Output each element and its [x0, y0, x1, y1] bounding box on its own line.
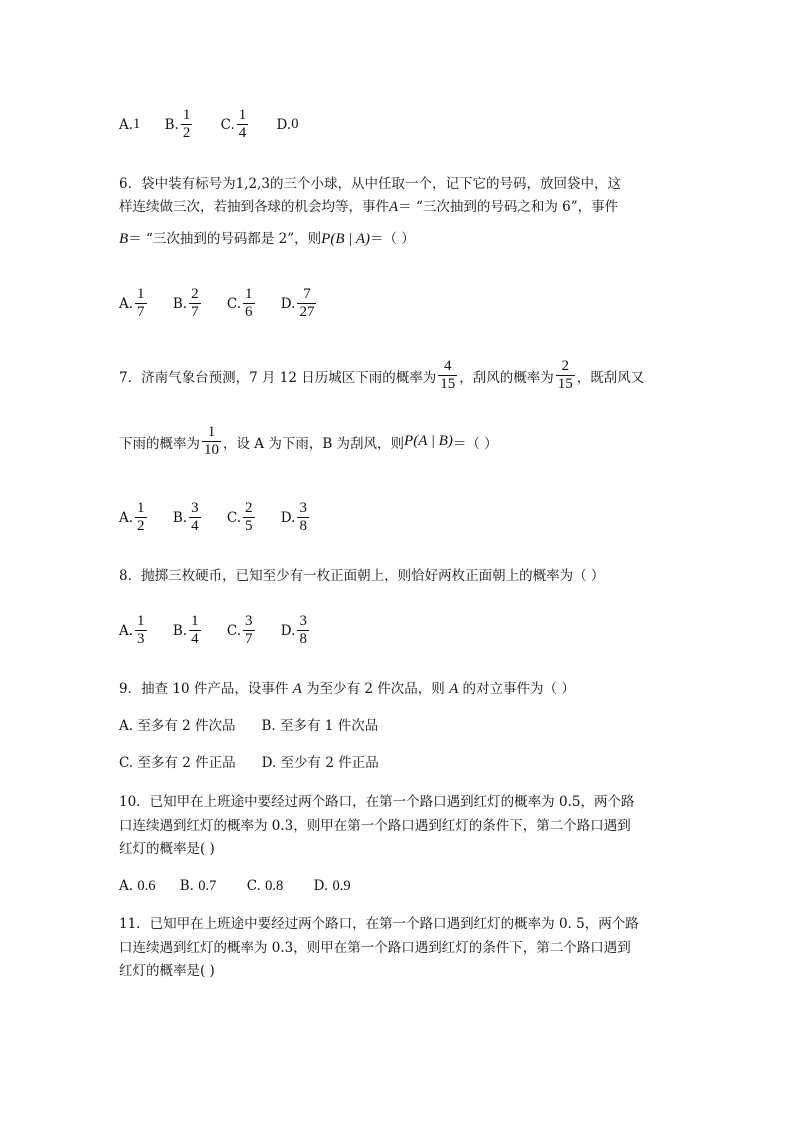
q6-line-1: 6．袋中装有标号为1,2,3的三个小球，从中任取一个，记下它的号码，放回袋中，这: [119, 176, 621, 192]
q9-option-c: C. 至多有 2 件正品: [119, 755, 236, 771]
q9-option-b: B. 至多有 1 件次品: [261, 718, 379, 734]
q10-option-b: B. 0.7: [179, 878, 217, 894]
q9-options-row-1: [119, 716, 378, 736]
q9-option-a: A. 至多有 2 件次品: [119, 718, 236, 734]
q7-line-1: [119, 358, 644, 393]
q8-option-c: C. $\frac{3}{7}$: [226, 613, 253, 647]
q10-option-d: D. 0.9: [313, 878, 351, 894]
fraction: $\frac{2}{5}$: [245, 500, 253, 534]
q6-line-3: B＝ “三次抽到的号码都是 2”，则P(B | A)＝（ ）: [119, 231, 415, 247]
q6-option-a: A. $\frac{1}{7}$: [119, 286, 145, 320]
q8-option-b: B. $\frac{1}{4}$: [172, 613, 199, 647]
q5-options: [119, 107, 298, 142]
q11-line-3: 红灯的概率是( ): [119, 963, 215, 979]
q7-line-2: [119, 424, 498, 459]
fraction: $\frac{4}{15}$: [440, 358, 456, 392]
q7-option-c: C. $\frac{2}{5}$: [226, 500, 253, 534]
q10-line-2: 口连续遇到红灯的概率为 0.3，则甲在第一个路口遇到红灯的条件下，第二个路口遇到: [119, 818, 631, 834]
q5-option-b: B. $\frac{1}{2}$: [164, 107, 191, 141]
q10-line-3: 红灯的概率是( ): [119, 841, 215, 857]
q11-line-2: 口连续遇到红灯的概率为 0.3，则甲在第一个路口遇到红灯的条件下，第二个路口遇到: [119, 940, 631, 956]
fraction: $\frac{1}{6}$: [245, 286, 253, 320]
q9-line-1: 9．抽查 10 件产品，设事件 A 为至少有 2 件次品，则 A 的对立事件为（ ）: [119, 681, 575, 697]
fraction: $\frac{1}{2}$: [182, 107, 191, 141]
q7-line-2-content: 下雨的概率为 $\frac{1}{10}$ ，设 A 为下雨，B 为刮风，则 P(A | B) ＝（ ）: [119, 424, 498, 458]
fraction: $\frac{2}{7}$: [191, 286, 199, 320]
q5-option-d: D. 0: [276, 116, 299, 133]
q9-option-d: D. 至少有 2 件正品: [261, 755, 379, 771]
q6-options: [119, 286, 318, 321]
q6-option-d: D. $\frac{7}{27}$: [280, 286, 315, 320]
fraction: $\frac{1}{3}$: [137, 613, 145, 647]
fraction: $\frac{1}{4}$: [238, 107, 247, 141]
fraction: $\frac{3}{4}$: [191, 500, 199, 534]
q7-option-d: D. $\frac{3}{8}$: [280, 500, 307, 534]
q8-option-d: D. $\frac{3}{8}$: [280, 613, 307, 647]
q6-line-2: 样连续做三次，若抽到各球的机会均等，事件A＝ “三次抽到的号码之和为 6”，事件: [119, 199, 619, 215]
q5-option-a: A. 1: [119, 116, 141, 133]
q7-options: [119, 500, 311, 535]
q10-option-a: A. 0.6: [119, 878, 156, 894]
q7-option-a: A. $\frac{1}{2}$: [119, 500, 145, 534]
q9-options-row-2: [119, 753, 379, 773]
q8-option-a: A. $\frac{1}{3}$: [119, 613, 145, 647]
fraction: $\frac{2}{15}$: [557, 358, 573, 392]
fraction: $\frac{3}{7}$: [245, 613, 253, 647]
q6-option-c: C. $\frac{1}{6}$: [226, 286, 253, 320]
q10-line-1: 10．已知甲在上班途中要经过两个路口，在第一个路口遇到红灯的概率为 0.5，两个路: [119, 794, 635, 810]
fraction: $\frac{3}{8}$: [299, 500, 307, 534]
q7-line-1-content: 7．济南气象台预测，7 月 12 日历城区下雨的概率为 $\frac{4}{15}$ ，刮风的概率为 $\frac{2}{15}$ ，既刮风又: [119, 358, 645, 392]
q6-option-b: B. $\frac{2}{7}$: [172, 286, 199, 320]
q10-option-c: C. 0.8: [246, 878, 284, 894]
q7-option-b: B. $\frac{3}{4}$: [172, 500, 199, 534]
q8-options: [119, 613, 311, 648]
fraction: $\frac{3}{8}$: [299, 613, 307, 647]
q5-option-c: C. $\frac{1}{4}$: [220, 107, 247, 141]
fraction: $\frac{1}{7}$: [137, 286, 145, 320]
q11-line-1: 11．已知甲在上班途中要经过两个路口，在第一个路口遇到红灯的概率为 0. 5，两个路: [119, 916, 639, 932]
fraction: $\frac{1}{4}$: [191, 613, 199, 647]
fraction: $\frac{1}{10}$: [204, 424, 219, 458]
q8-line-1: 8．抛掷三枚硬币，已知至少有一枚正面朝上，则恰好两枚正面朝上的概率为（ ）: [119, 568, 605, 584]
fraction: $\frac{1}{2}$: [137, 500, 145, 534]
q10-options: [119, 876, 351, 896]
fraction: $\frac{7}{27}$: [299, 286, 315, 320]
